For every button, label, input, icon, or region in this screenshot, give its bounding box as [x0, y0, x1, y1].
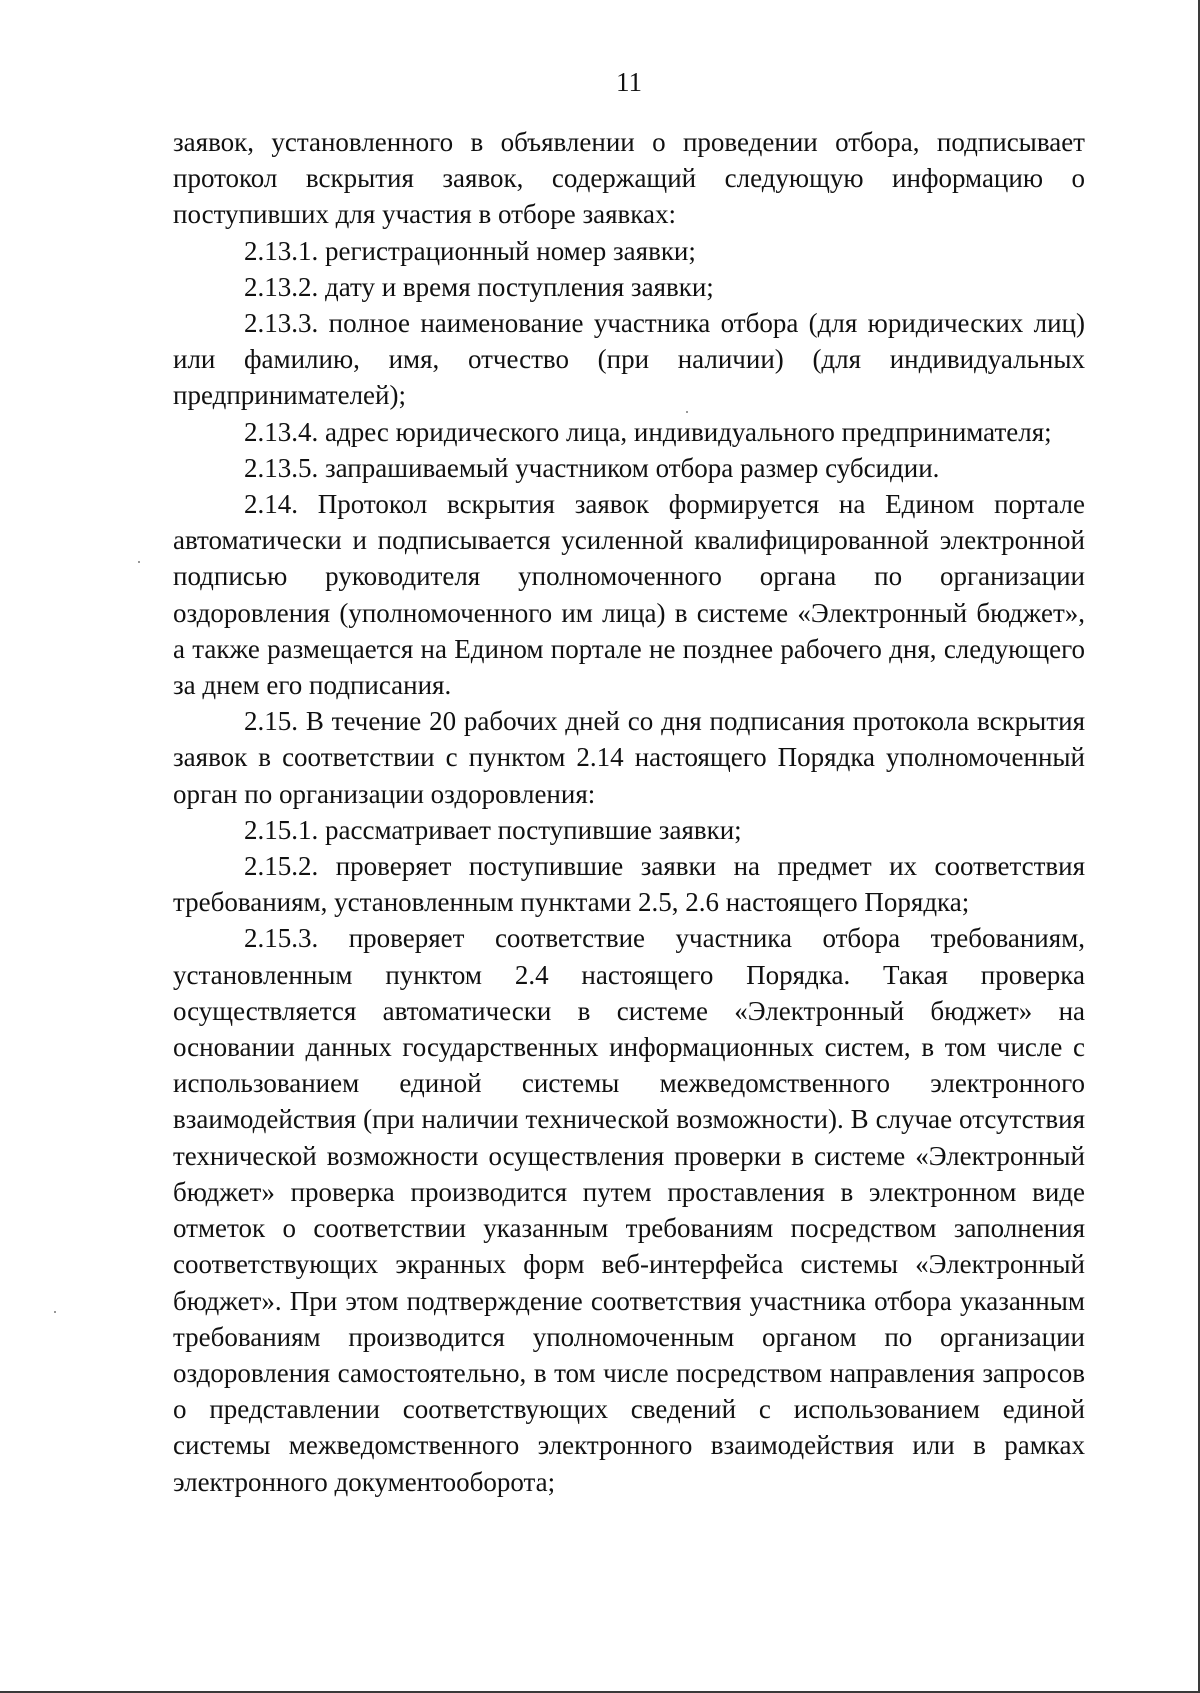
paragraph-2-15-2: 2.15.2. проверяет поступившие заявки на предмет их соответствия требованиям, установленным пунктами 2.5, 2.6 настоящего Порядка; [173, 851, 1085, 918]
paragraph-2-13-4: 2.13.4. адрес юридического лица, индивидуального предпринимателя; [244, 416, 1052, 447]
page-number: 11 [616, 67, 642, 97]
paragraph-2-13-2: 2.13.2. дату и время поступления заявки; [244, 271, 714, 302]
scan-speck [138, 561, 140, 563]
paragraph-2-15-3: 2.15.3. проверяет соответствие участника отбора требованиям, установленным пунктом 2.4 настоящего Порядка. Такая проверка осуществляется автоматически в системе «Электронный бюджет» на основании данных государственных информационных систем, в том числе с использованием единой системы межведомственного электронного взаимодействия (при наличии технической возможности). В случае отсутствия технической возможности осуществления проверки в системе «Электронный бюджет» проверка производится путем проставления в электронном виде отметок о соответствии указанным требованиям посредством заполнения соответствующих экранных форм веб-интерфейса системы «Электронный бюджет». При этом подтверждение соответствия участника отбора указанным требованиям производится уполномоченным органом по организации оздоровления самостоятельно, в том числе посредством направления запросов о представлении соответствующих сведений с использованием единой системы межведомственного электронного взаимодействия или в рамках электронного документооборота; [173, 923, 1085, 1497]
scan-speck [54, 1311, 56, 1313]
paragraph-2-14: 2.14. Протокол вскрытия заявок формируется на Едином портале автоматически и подписывается усиленной квалифицированной электронной подписью руководителя уполномоченного органа по организации оздоровления (уполномоченного им лица) в системе «Электронный бюджет», а также размещается на Едином портале не позднее рабочего дня, следующего за днем его подписания. [173, 489, 1085, 701]
paragraph-2-13-3: 2.13.3. полное наименование участника отбора (для юридических лиц) или фамилию, имя, отчество (при наличии) (для индивидуальных предпринимателей); [173, 308, 1085, 411]
scan-speck [686, 411, 688, 413]
paragraph-continuation: заявок, установленного в объявлении о проведении отбора, подписывает протокол вскрытия заявок, содержащий следующую информацию о поступивших для участия в отборе заявках: [173, 127, 1085, 230]
document-body [173, 124, 1085, 1500]
paragraph-2-15-1: 2.15.1. рассматривает поступившие заявки; [244, 814, 742, 845]
paragraph-2-13-1: 2.13.1. регистрационный номер заявки; [244, 235, 696, 266]
paragraph-2-13-5: 2.13.5. запрашиваемый участником отбора размер субсидии. [244, 452, 940, 483]
paragraph-2-15: 2.15. В течение 20 рабочих дней со дня подписания протокола вскрытия заявок в соответствии с пунктом 2.14 настоящего Порядка уполномоченный орган по организации оздоровления: [173, 706, 1085, 809]
